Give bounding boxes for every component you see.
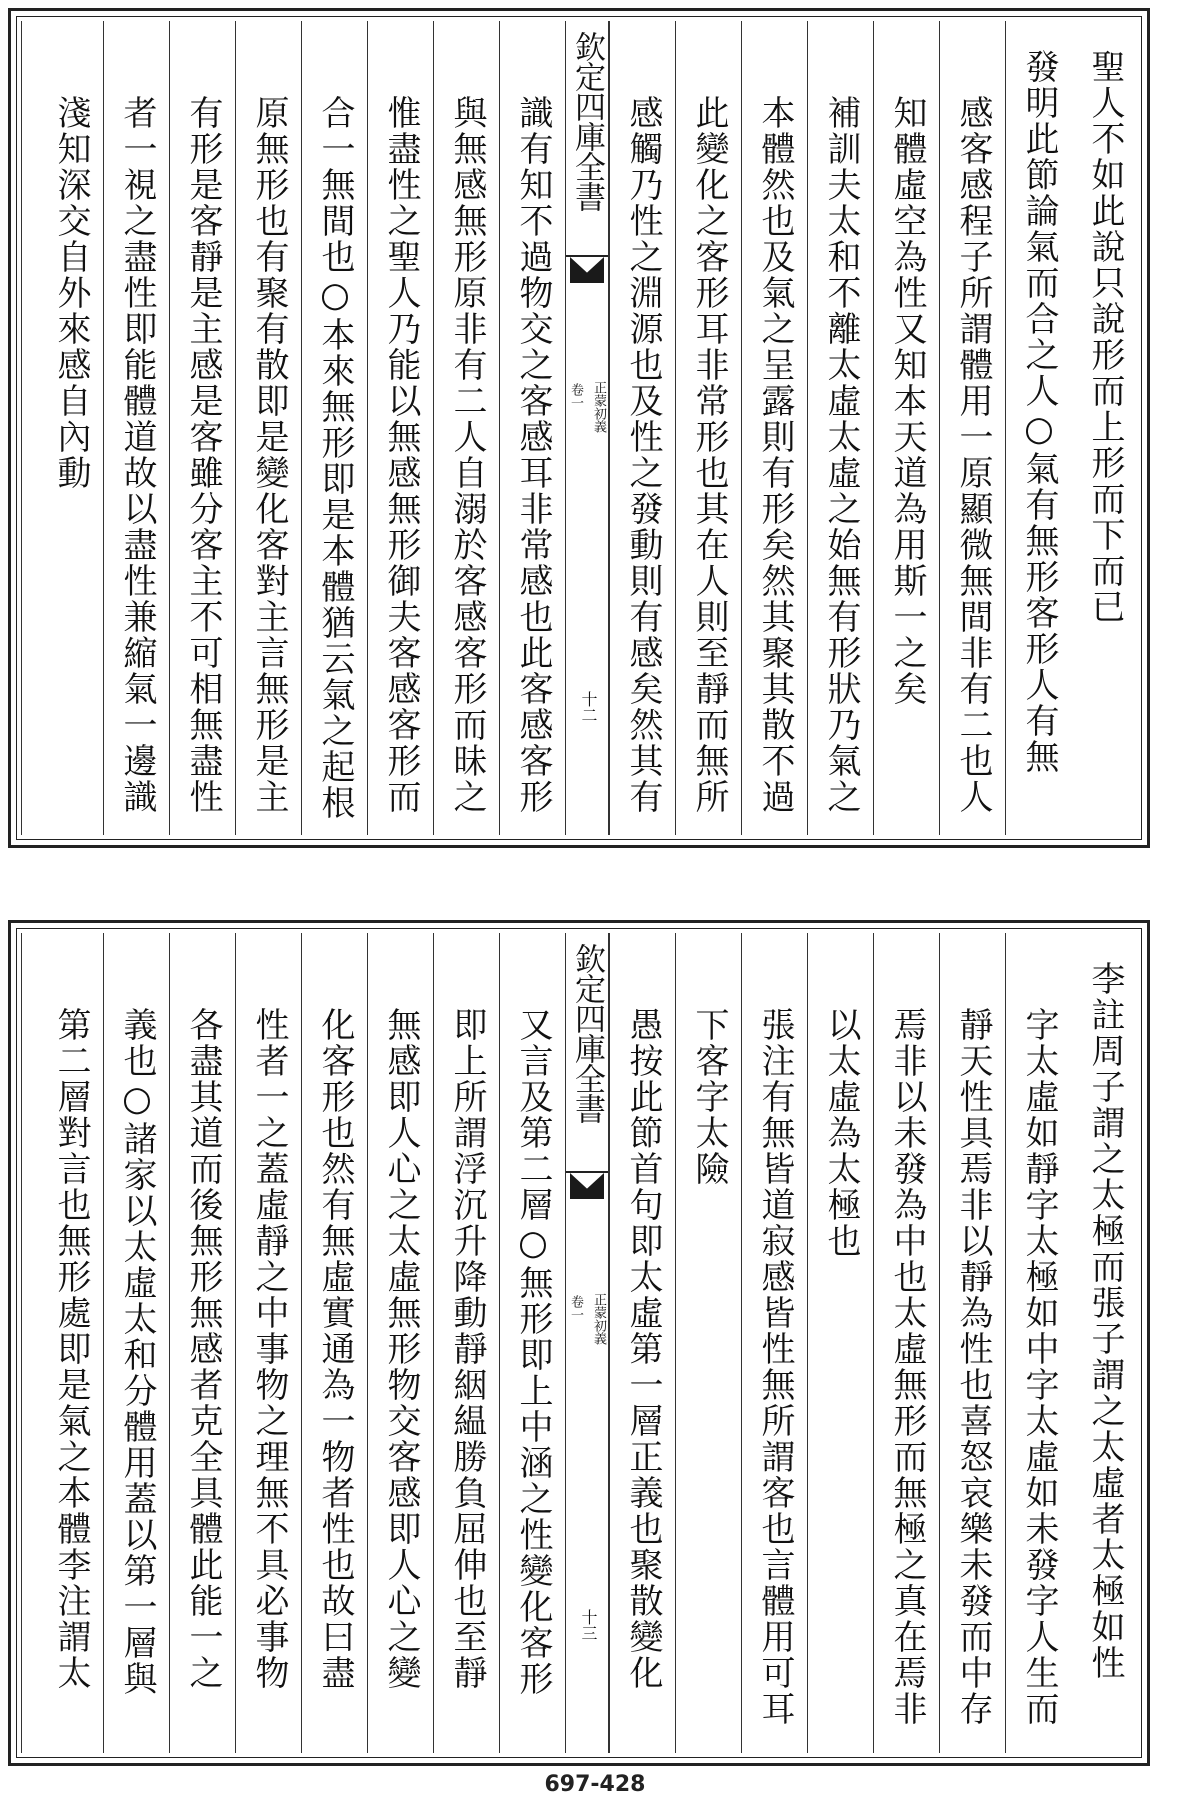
text-column: 各盡其道而後無形無感者克全具體此能一之 bbox=[169, 933, 235, 1753]
text-column: 以太虛為太極也 bbox=[807, 933, 873, 1753]
text-column: 義也○諸家以太虛太和分體用蓋以第一層與 bbox=[103, 933, 169, 1753]
text-column: 識有知不過物交之客感耳非常感也此客感客形 bbox=[499, 21, 565, 835]
text-column: 淺知深交自外來感自內動 bbox=[21, 21, 103, 835]
text-column: 字太虛如靜字太極如中字太虛如未發字人生而 bbox=[1005, 933, 1071, 1753]
text-column: 張注有無皆道寂感皆性無所謂客也言體用可耳 bbox=[741, 933, 807, 1753]
text-column: 又言及第二層○無形即上中涵之性變化客形 bbox=[499, 933, 565, 1753]
fish-tail-mark bbox=[566, 255, 608, 257]
text-column: 原無形也有聚有散即是變化客對主言無形是主 bbox=[235, 21, 301, 835]
text-column: 性者一之蓋虛靜之中事物之理無不具必事物 bbox=[235, 933, 301, 1753]
top-page bbox=[8, 8, 1150, 848]
text-column: 有形是客靜是主感是客雖分客主不可相無盡性 bbox=[169, 21, 235, 835]
text-column: 下客字太險 bbox=[675, 933, 741, 1753]
text-column: 本體然也及氣之呈露則有形矣然其聚其散不過 bbox=[741, 21, 807, 835]
text-column: 聖人不如此說只說形而上形而下而已 bbox=[1085, 49, 1125, 625]
fish-tail-icon bbox=[570, 1173, 604, 1199]
text-column: 無感即人心之太虛無形物交客感即人心之變 bbox=[367, 933, 433, 1753]
text-column: 愚按此節首句即太虛第一層正義也聚散變化 bbox=[609, 933, 675, 1753]
book-short-title: 正蒙初義 bbox=[591, 381, 606, 433]
text-column: 李註周子謂之太極而張子謂之太虛者太極如性 bbox=[1085, 961, 1125, 1681]
page-number: 十三 bbox=[579, 1609, 598, 1641]
bottom-page bbox=[8, 920, 1150, 1766]
book-title: 欽定四庫全書 bbox=[569, 943, 605, 1123]
text-column: 化客形也然有無虛實通為一物者性也故曰盡 bbox=[301, 933, 367, 1753]
text-column: 補訓夫太和不離太虛太虛之始無有形狀乃氣之 bbox=[807, 21, 873, 835]
center-margin bbox=[565, 21, 609, 835]
text-column: 感客感程子所謂體用一原顯微無間非有二也人 bbox=[939, 21, 1005, 835]
fish-tail-mark bbox=[566, 1171, 608, 1173]
volume-label: 卷一 bbox=[568, 1295, 583, 1321]
text-column: 焉非以未發為中也太虛無形而無極之真在焉非 bbox=[873, 933, 939, 1753]
text-column: 靜天性具焉非以靜為性也喜怒哀樂未發而中存 bbox=[939, 933, 1005, 1753]
text-column: 與無感無形原非有二人自溺於客感客形而昧之 bbox=[433, 21, 499, 835]
book-title: 欽定四庫全書 bbox=[569, 31, 605, 211]
text-column: 發明此節論氣而合之人○氣有無形客形人有無 bbox=[1005, 21, 1071, 835]
volume-label: 卷一 bbox=[568, 383, 583, 409]
text-column: 此變化之客形耳非常形也其在人則至靜而無所 bbox=[675, 21, 741, 835]
text-column: 知體虛空為性又知本天道為用斯一之矣 bbox=[873, 21, 939, 835]
book-short-title: 正蒙初義 bbox=[591, 1293, 606, 1345]
center-margin bbox=[565, 933, 609, 1753]
text-column: 即上所謂浮沉升降動靜絪緼勝負屈伸也至靜 bbox=[433, 933, 499, 1753]
fish-tail-icon bbox=[570, 257, 604, 283]
text-column: 者一視之盡性即能體道故以盡性兼縮氣一邊識 bbox=[103, 21, 169, 835]
text-column: 合一無間也○本來無形即是本體猶云氣之起根 bbox=[301, 21, 367, 835]
page-number: 十二 bbox=[579, 691, 598, 723]
text-column: 感觸乃性之淵源也及性之發動則有感矣然其有 bbox=[609, 21, 675, 835]
text-column: 第二層對言也無形處即是氣之本體李注謂太 bbox=[21, 933, 103, 1753]
text-column: 惟盡性之聖人乃能以無感無形御夫客感客形而 bbox=[367, 21, 433, 835]
page-code: 697-428 bbox=[544, 1772, 646, 1797]
